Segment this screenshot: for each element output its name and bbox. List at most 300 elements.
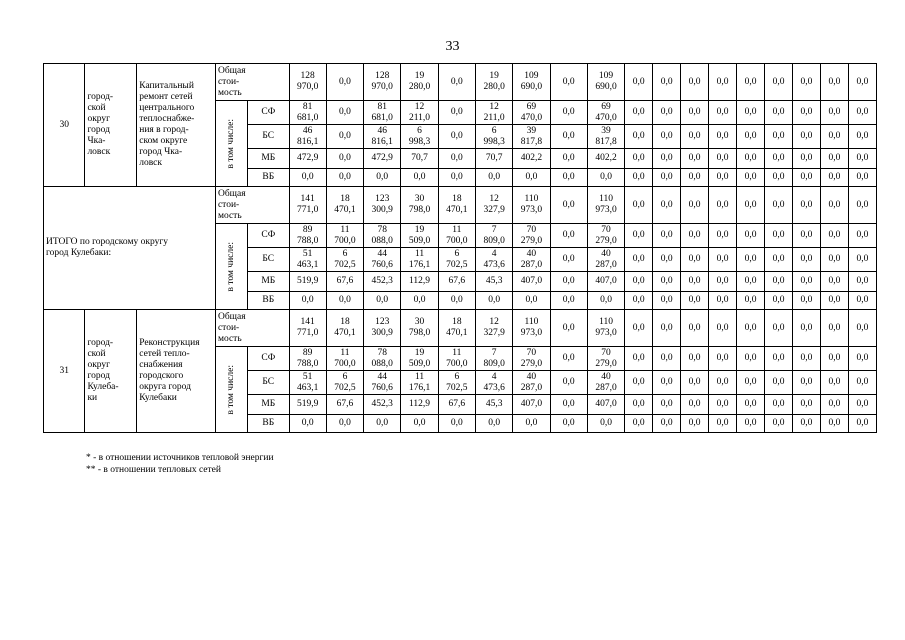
value-cell: 0,0 bbox=[737, 310, 765, 347]
value-cell: 40 287,0 bbox=[587, 371, 624, 395]
value-cell: 141 771,0 bbox=[289, 187, 326, 224]
project-name: Капитальный ремонт сетей центрального теплоснабже- ния в город- ском округе город Чка- ловск bbox=[137, 64, 216, 187]
value-cell: 18 470,1 bbox=[326, 310, 363, 347]
value-cell: 70,7 bbox=[401, 149, 438, 169]
source-label: СФ bbox=[248, 224, 289, 248]
project-name: Реконструкция сетей тепло- снабжения городского округа город Кулебаки bbox=[137, 310, 216, 433]
value-cell: 0,0 bbox=[820, 310, 848, 347]
value-cell: 0,0 bbox=[737, 248, 765, 272]
value-cell: 0,0 bbox=[848, 169, 876, 187]
value-cell: 407,0 bbox=[513, 395, 550, 415]
value-cell: 0,0 bbox=[401, 169, 438, 187]
source-label: МБ bbox=[248, 272, 289, 292]
value-cell: 0,0 bbox=[513, 415, 550, 433]
value-cell: 0,0 bbox=[820, 169, 848, 187]
value-cell: 0,0 bbox=[820, 415, 848, 433]
value-cell: 0,0 bbox=[681, 415, 709, 433]
including-label: в том числе: bbox=[226, 241, 237, 292]
value-cell: 0,0 bbox=[681, 169, 709, 187]
value-cell: 0,0 bbox=[625, 125, 653, 149]
value-cell: 0,0 bbox=[653, 224, 681, 248]
municipality: город- ской округ город Кулеба- ки bbox=[85, 310, 137, 433]
value-cell: 4 473,6 bbox=[475, 371, 512, 395]
including-label: в том числе: bbox=[226, 364, 237, 415]
value-cell: 40 287,0 bbox=[587, 248, 624, 272]
value-cell: 18 470,1 bbox=[438, 187, 475, 224]
value-cell: 112,9 bbox=[401, 272, 438, 292]
value-cell: 0,0 bbox=[653, 371, 681, 395]
value-cell: 0,0 bbox=[550, 64, 587, 101]
value-cell: 30 798,0 bbox=[401, 310, 438, 347]
value-cell: 407,0 bbox=[587, 272, 624, 292]
value-cell: 0,0 bbox=[681, 272, 709, 292]
value-cell: 0,0 bbox=[438, 149, 475, 169]
value-cell: 89 788,0 bbox=[289, 224, 326, 248]
value-cell: 30 798,0 bbox=[401, 187, 438, 224]
value-cell: 70 279,0 bbox=[513, 347, 550, 371]
value-cell: 0,0 bbox=[848, 149, 876, 169]
value-cell: 0,0 bbox=[709, 347, 737, 371]
total-cost-label: Общая стои- мость bbox=[215, 187, 289, 224]
value-cell: 0,0 bbox=[681, 347, 709, 371]
value-cell: 0,0 bbox=[709, 248, 737, 272]
value-cell: 0,0 bbox=[709, 415, 737, 433]
value-cell: 0,0 bbox=[848, 292, 876, 310]
value-cell: 0,0 bbox=[848, 347, 876, 371]
value-cell: 0,0 bbox=[326, 169, 363, 187]
value-cell: 11 176,1 bbox=[401, 248, 438, 272]
value-cell: 0,0 bbox=[625, 149, 653, 169]
value-cell: 0,0 bbox=[587, 415, 624, 433]
value-cell: 0,0 bbox=[625, 395, 653, 415]
value-cell: 70 279,0 bbox=[587, 347, 624, 371]
value-cell: 402,2 bbox=[587, 149, 624, 169]
value-cell: 0,0 bbox=[820, 395, 848, 415]
value-cell: 0,0 bbox=[681, 310, 709, 347]
value-cell: 0,0 bbox=[653, 101, 681, 125]
value-cell: 0,0 bbox=[709, 272, 737, 292]
value-cell: 0,0 bbox=[438, 169, 475, 187]
value-cell: 12 327,9 bbox=[475, 310, 512, 347]
value-cell: 128 970,0 bbox=[289, 64, 326, 101]
value-cell: 0,0 bbox=[438, 64, 475, 101]
value-cell: 69 470,0 bbox=[513, 101, 550, 125]
value-cell: 0,0 bbox=[550, 415, 587, 433]
value-cell: 0,0 bbox=[765, 347, 793, 371]
value-cell: 0,0 bbox=[765, 371, 793, 395]
value-cell: 0,0 bbox=[709, 125, 737, 149]
value-cell: 472,9 bbox=[289, 149, 326, 169]
including-label: в том числе: bbox=[226, 118, 237, 169]
value-cell: 67,6 bbox=[438, 272, 475, 292]
value-cell: 0,0 bbox=[848, 248, 876, 272]
value-cell: 0,0 bbox=[438, 292, 475, 310]
source-label: ВБ bbox=[248, 292, 289, 310]
value-cell: 0,0 bbox=[709, 64, 737, 101]
value-cell: 0,0 bbox=[653, 272, 681, 292]
value-cell: 0,0 bbox=[326, 149, 363, 169]
total-cost-label: Общая стои- мость bbox=[215, 64, 289, 101]
value-cell: 0,0 bbox=[438, 125, 475, 149]
value-cell: 40 287,0 bbox=[513, 371, 550, 395]
value-cell: 0,0 bbox=[653, 395, 681, 415]
value-cell: 19 509,0 bbox=[401, 347, 438, 371]
value-cell: 0,0 bbox=[820, 347, 848, 371]
value-cell: 19 509,0 bbox=[401, 224, 438, 248]
value-cell: 0,0 bbox=[326, 101, 363, 125]
value-cell: 0,0 bbox=[475, 415, 512, 433]
including-label-cell bbox=[215, 224, 247, 310]
value-cell: 44 760,6 bbox=[364, 248, 401, 272]
source-label: ВБ bbox=[248, 415, 289, 433]
value-cell: 0,0 bbox=[737, 415, 765, 433]
source-label: МБ bbox=[248, 149, 289, 169]
value-cell: 0,0 bbox=[820, 371, 848, 395]
value-cell: 0,0 bbox=[792, 395, 820, 415]
value-cell: 0,0 bbox=[709, 187, 737, 224]
value-cell: 11 700,0 bbox=[438, 347, 475, 371]
value-cell: 0,0 bbox=[326, 64, 363, 101]
value-cell: 18 470,1 bbox=[326, 187, 363, 224]
value-cell: 0,0 bbox=[820, 125, 848, 149]
value-cell: 4 473,6 bbox=[475, 248, 512, 272]
including-label-cell bbox=[215, 347, 247, 433]
value-cell: 12 211,0 bbox=[475, 101, 512, 125]
value-cell: 128 970,0 bbox=[364, 64, 401, 101]
source-label: БС bbox=[248, 248, 289, 272]
value-cell: 0,0 bbox=[765, 415, 793, 433]
value-cell: 0,0 bbox=[550, 395, 587, 415]
value-cell: 0,0 bbox=[737, 395, 765, 415]
value-cell: 0,0 bbox=[438, 415, 475, 433]
value-cell: 0,0 bbox=[681, 101, 709, 125]
value-cell: 110 973,0 bbox=[513, 310, 550, 347]
value-cell: 0,0 bbox=[364, 169, 401, 187]
value-cell: 0,0 bbox=[289, 415, 326, 433]
municipality: город- ской округ город Чка- ловск bbox=[85, 64, 137, 187]
value-cell: 0,0 bbox=[475, 292, 512, 310]
value-cell: 0,0 bbox=[820, 149, 848, 169]
value-cell: 0,0 bbox=[765, 395, 793, 415]
value-cell: 0,0 bbox=[765, 224, 793, 248]
value-cell: 0,0 bbox=[765, 248, 793, 272]
value-cell: 70,7 bbox=[475, 149, 512, 169]
value-cell: 109 690,0 bbox=[513, 64, 550, 101]
value-cell: 452,3 bbox=[364, 395, 401, 415]
value-cell: 0,0 bbox=[625, 310, 653, 347]
value-cell: 0,0 bbox=[681, 248, 709, 272]
value-cell: 0,0 bbox=[438, 101, 475, 125]
total-title: ИТОГО по городскому округу город Кулебаки: bbox=[44, 187, 216, 310]
value-cell: 519,9 bbox=[289, 395, 326, 415]
value-cell: 0,0 bbox=[681, 125, 709, 149]
value-cell: 0,0 bbox=[737, 101, 765, 125]
value-cell: 110 973,0 bbox=[587, 310, 624, 347]
value-cell: 39 817,8 bbox=[587, 125, 624, 149]
value-cell: 0,0 bbox=[848, 64, 876, 101]
value-cell: 0,0 bbox=[709, 149, 737, 169]
value-cell: 0,0 bbox=[792, 187, 820, 224]
source-label: ВБ bbox=[248, 169, 289, 187]
source-label: БС bbox=[248, 125, 289, 149]
value-cell: 0,0 bbox=[848, 371, 876, 395]
table-row bbox=[44, 187, 877, 224]
value-cell: 0,0 bbox=[653, 125, 681, 149]
value-cell: 0,0 bbox=[709, 395, 737, 415]
value-cell: 0,0 bbox=[820, 101, 848, 125]
value-cell: 0,0 bbox=[765, 101, 793, 125]
value-cell: 141 771,0 bbox=[289, 310, 326, 347]
row-number: 30 bbox=[44, 64, 85, 187]
value-cell: 67,6 bbox=[438, 395, 475, 415]
value-cell: 0,0 bbox=[625, 371, 653, 395]
value-cell: 110 973,0 bbox=[513, 187, 550, 224]
value-cell: 0,0 bbox=[625, 347, 653, 371]
value-cell: 39 817,8 bbox=[513, 125, 550, 149]
value-cell: 0,0 bbox=[765, 187, 793, 224]
value-cell: 0,0 bbox=[792, 64, 820, 101]
value-cell: 0,0 bbox=[681, 292, 709, 310]
value-cell: 6 702,5 bbox=[326, 371, 363, 395]
value-cell: 18 470,1 bbox=[438, 310, 475, 347]
value-cell: 7 809,0 bbox=[475, 347, 512, 371]
value-cell: 0,0 bbox=[550, 224, 587, 248]
value-cell: 0,0 bbox=[550, 125, 587, 149]
table-row bbox=[44, 310, 877, 347]
value-cell: 67,6 bbox=[326, 395, 363, 415]
value-cell: 472,9 bbox=[364, 149, 401, 169]
value-cell: 0,0 bbox=[848, 310, 876, 347]
value-cell: 0,0 bbox=[820, 292, 848, 310]
value-cell: 0,0 bbox=[625, 292, 653, 310]
value-cell: 0,0 bbox=[765, 292, 793, 310]
value-cell: 407,0 bbox=[513, 272, 550, 292]
value-cell: 0,0 bbox=[765, 272, 793, 292]
value-cell: 0,0 bbox=[401, 292, 438, 310]
value-cell: 0,0 bbox=[625, 64, 653, 101]
value-cell: 0,0 bbox=[737, 292, 765, 310]
source-label: СФ bbox=[248, 101, 289, 125]
value-cell: 123 300,9 bbox=[364, 187, 401, 224]
value-cell: 0,0 bbox=[653, 169, 681, 187]
value-cell: 0,0 bbox=[792, 415, 820, 433]
financing-table bbox=[43, 63, 877, 433]
value-cell: 0,0 bbox=[765, 64, 793, 101]
value-cell: 81 681,0 bbox=[289, 101, 326, 125]
value-cell: 0,0 bbox=[737, 125, 765, 149]
page-number: 33 bbox=[445, 39, 460, 54]
value-cell: 0,0 bbox=[681, 187, 709, 224]
value-cell: 0,0 bbox=[820, 187, 848, 224]
row-number: 31 bbox=[44, 310, 85, 433]
value-cell: 0,0 bbox=[653, 248, 681, 272]
value-cell: 0,0 bbox=[625, 169, 653, 187]
total-cost-label: Общая стои- мость bbox=[215, 310, 289, 347]
value-cell: 0,0 bbox=[848, 415, 876, 433]
value-cell: 46 816,1 bbox=[364, 125, 401, 149]
value-cell: 0,0 bbox=[653, 415, 681, 433]
value-cell: 0,0 bbox=[792, 272, 820, 292]
value-cell: 78 088,0 bbox=[364, 224, 401, 248]
value-cell: 45,3 bbox=[475, 272, 512, 292]
value-cell: 0,0 bbox=[550, 187, 587, 224]
value-cell: 0,0 bbox=[737, 64, 765, 101]
value-cell: 0,0 bbox=[737, 169, 765, 187]
value-cell: 0,0 bbox=[681, 64, 709, 101]
value-cell: 0,0 bbox=[513, 292, 550, 310]
footnotes bbox=[86, 452, 274, 476]
value-cell: 0,0 bbox=[765, 125, 793, 149]
value-cell: 0,0 bbox=[653, 149, 681, 169]
value-cell: 44 760,6 bbox=[364, 371, 401, 395]
value-cell: 81 681,0 bbox=[364, 101, 401, 125]
value-cell: 0,0 bbox=[681, 395, 709, 415]
value-cell: 0,0 bbox=[326, 415, 363, 433]
value-cell: 519,9 bbox=[289, 272, 326, 292]
value-cell: 69 470,0 bbox=[587, 101, 624, 125]
value-cell: 0,0 bbox=[709, 224, 737, 248]
value-cell: 6 998,3 bbox=[475, 125, 512, 149]
value-cell: 407,0 bbox=[587, 395, 624, 415]
value-cell: 0,0 bbox=[848, 187, 876, 224]
value-cell: 11 700,0 bbox=[326, 347, 363, 371]
value-cell: 6 702,5 bbox=[438, 248, 475, 272]
value-cell: 0,0 bbox=[709, 169, 737, 187]
value-cell: 0,0 bbox=[792, 101, 820, 125]
value-cell: 12 327,9 bbox=[475, 187, 512, 224]
source-label: СФ bbox=[248, 347, 289, 371]
value-cell: 0,0 bbox=[289, 169, 326, 187]
value-cell: 6 998,3 bbox=[401, 125, 438, 149]
value-cell: 46 816,1 bbox=[289, 125, 326, 149]
value-cell: 11 700,0 bbox=[326, 224, 363, 248]
value-cell: 0,0 bbox=[820, 272, 848, 292]
value-cell: 0,0 bbox=[587, 169, 624, 187]
value-cell: 0,0 bbox=[681, 224, 709, 248]
value-cell: 0,0 bbox=[792, 310, 820, 347]
value-cell: 0,0 bbox=[550, 347, 587, 371]
value-cell: 0,0 bbox=[848, 224, 876, 248]
value-cell: 0,0 bbox=[737, 187, 765, 224]
value-cell: 0,0 bbox=[792, 248, 820, 272]
value-cell: 6 702,5 bbox=[438, 371, 475, 395]
value-cell: 0,0 bbox=[709, 292, 737, 310]
value-cell: 0,0 bbox=[625, 272, 653, 292]
value-cell: 0,0 bbox=[848, 101, 876, 125]
value-cell: 0,0 bbox=[792, 169, 820, 187]
value-cell: 0,0 bbox=[326, 125, 363, 149]
value-cell: 67,6 bbox=[326, 272, 363, 292]
value-cell: 0,0 bbox=[625, 224, 653, 248]
footnote-networks: ** - в отношении тепловых сетей bbox=[86, 465, 221, 475]
value-cell: 0,0 bbox=[326, 292, 363, 310]
value-cell: 112,9 bbox=[401, 395, 438, 415]
value-cell: 110 973,0 bbox=[587, 187, 624, 224]
value-cell: 109 690,0 bbox=[587, 64, 624, 101]
value-cell: 0,0 bbox=[653, 187, 681, 224]
value-cell: 0,0 bbox=[625, 187, 653, 224]
value-cell: 0,0 bbox=[792, 224, 820, 248]
value-cell: 70 279,0 bbox=[587, 224, 624, 248]
value-cell: 0,0 bbox=[513, 169, 550, 187]
value-cell: 0,0 bbox=[550, 101, 587, 125]
value-cell: 0,0 bbox=[550, 248, 587, 272]
value-cell: 51 463,1 bbox=[289, 248, 326, 272]
value-cell: 0,0 bbox=[765, 149, 793, 169]
value-cell: 0,0 bbox=[792, 125, 820, 149]
value-cell: 0,0 bbox=[848, 395, 876, 415]
value-cell: 0,0 bbox=[737, 149, 765, 169]
value-cell: 0,0 bbox=[792, 292, 820, 310]
including-label-cell bbox=[215, 101, 247, 187]
value-cell: 0,0 bbox=[737, 272, 765, 292]
value-cell: 0,0 bbox=[550, 310, 587, 347]
value-cell: 0,0 bbox=[792, 149, 820, 169]
value-cell: 0,0 bbox=[401, 415, 438, 433]
table-row bbox=[44, 64, 877, 101]
value-cell: 0,0 bbox=[625, 248, 653, 272]
value-cell: 123 300,9 bbox=[364, 310, 401, 347]
value-cell: 0,0 bbox=[550, 272, 587, 292]
value-cell: 0,0 bbox=[550, 169, 587, 187]
value-cell: 0,0 bbox=[289, 292, 326, 310]
value-cell: 0,0 bbox=[550, 149, 587, 169]
value-cell: 0,0 bbox=[820, 64, 848, 101]
value-cell: 7 809,0 bbox=[475, 224, 512, 248]
value-cell: 0,0 bbox=[820, 248, 848, 272]
value-cell: 0,0 bbox=[765, 310, 793, 347]
value-cell: 11 700,0 bbox=[438, 224, 475, 248]
source-label: МБ bbox=[248, 395, 289, 415]
value-cell: 0,0 bbox=[681, 149, 709, 169]
value-cell: 19 280,0 bbox=[401, 64, 438, 101]
value-cell: 89 788,0 bbox=[289, 347, 326, 371]
value-cell: 6 702,5 bbox=[326, 248, 363, 272]
value-cell: 0,0 bbox=[587, 292, 624, 310]
value-cell: 0,0 bbox=[475, 169, 512, 187]
value-cell: 0,0 bbox=[848, 125, 876, 149]
value-cell: 0,0 bbox=[550, 292, 587, 310]
value-cell: 45,3 bbox=[475, 395, 512, 415]
value-cell: 0,0 bbox=[820, 224, 848, 248]
value-cell: 0,0 bbox=[653, 347, 681, 371]
value-cell: 0,0 bbox=[765, 169, 793, 187]
value-cell: 0,0 bbox=[550, 371, 587, 395]
value-cell: 0,0 bbox=[653, 310, 681, 347]
value-cell: 40 287,0 bbox=[513, 248, 550, 272]
value-cell: 0,0 bbox=[653, 64, 681, 101]
value-cell: 0,0 bbox=[737, 347, 765, 371]
value-cell: 78 088,0 bbox=[364, 347, 401, 371]
value-cell: 402,2 bbox=[513, 149, 550, 169]
value-cell: 0,0 bbox=[681, 371, 709, 395]
value-cell: 70 279,0 bbox=[513, 224, 550, 248]
value-cell: 0,0 bbox=[709, 371, 737, 395]
value-cell: 0,0 bbox=[364, 415, 401, 433]
value-cell: 12 211,0 bbox=[401, 101, 438, 125]
footnote-sources: * - в отношении источников тепловой энергии bbox=[86, 453, 274, 463]
value-cell: 0,0 bbox=[792, 371, 820, 395]
value-cell: 11 176,1 bbox=[401, 371, 438, 395]
value-cell: 0,0 bbox=[792, 347, 820, 371]
value-cell: 0,0 bbox=[709, 310, 737, 347]
value-cell: 0,0 bbox=[625, 101, 653, 125]
value-cell: 452,3 bbox=[364, 272, 401, 292]
value-cell: 51 463,1 bbox=[289, 371, 326, 395]
value-cell: 0,0 bbox=[848, 272, 876, 292]
value-cell: 0,0 bbox=[737, 224, 765, 248]
value-cell: 0,0 bbox=[653, 292, 681, 310]
